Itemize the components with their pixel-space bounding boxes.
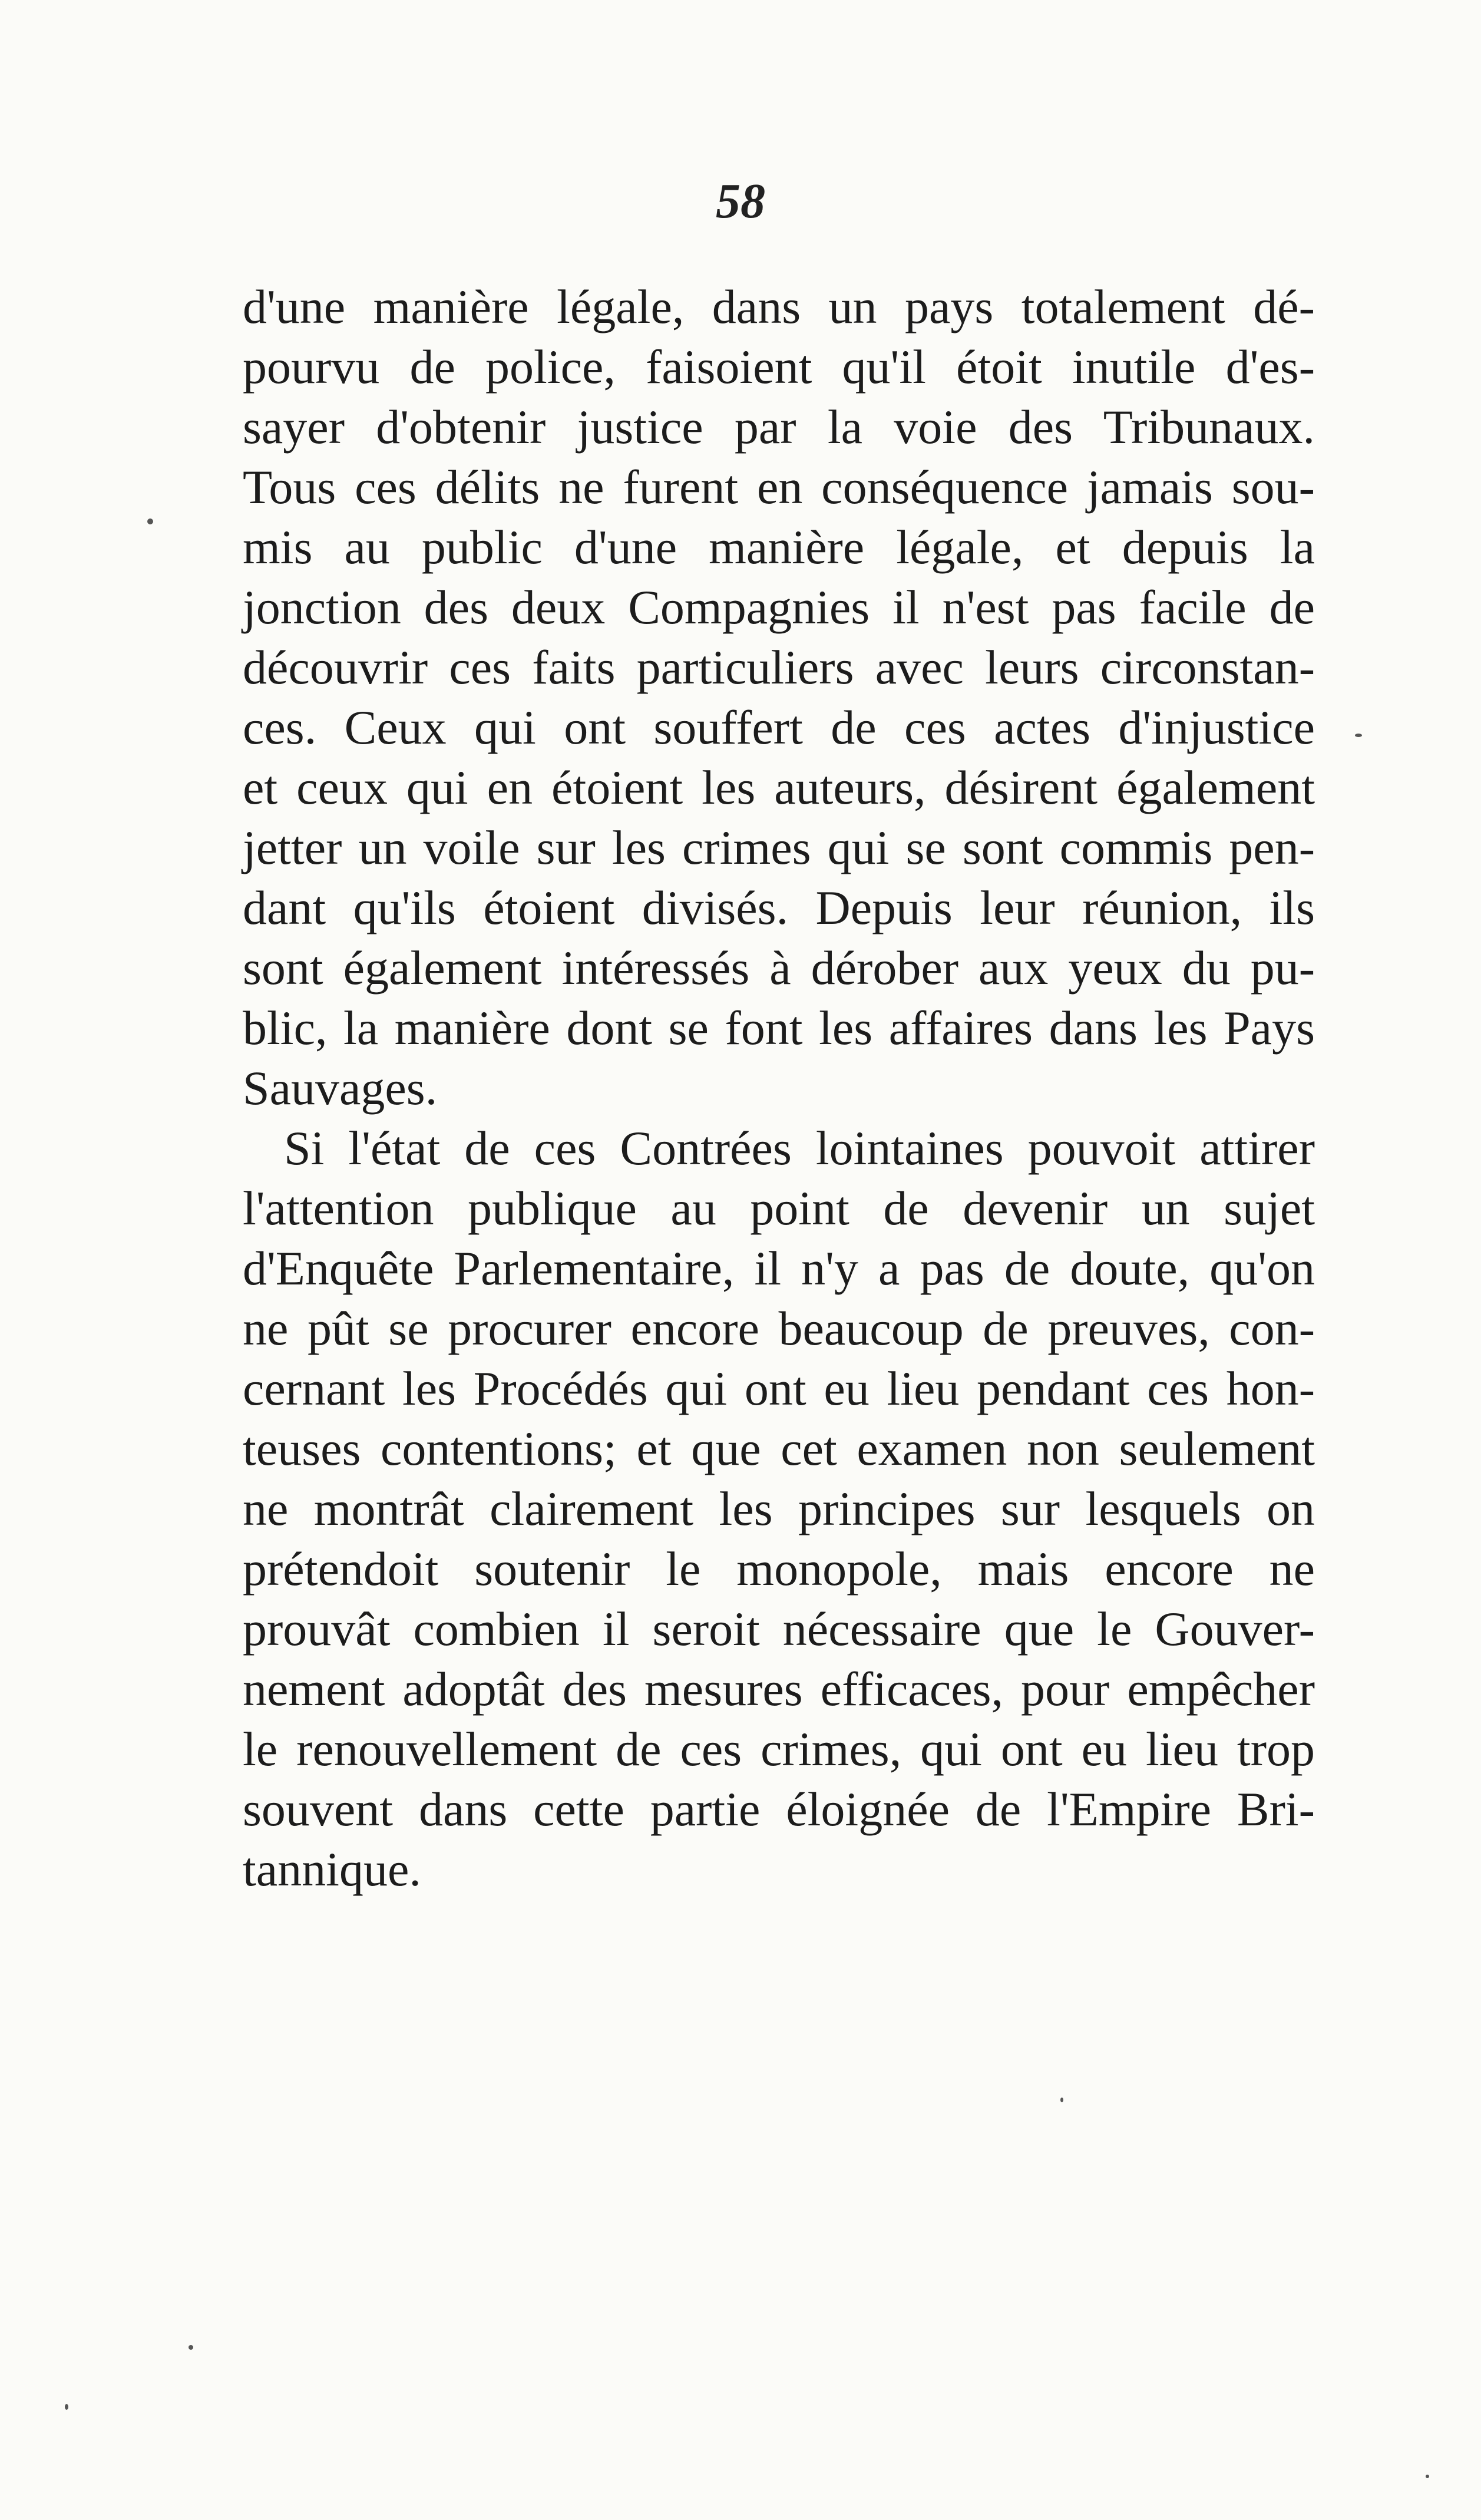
text-line: ne montrât clairement les principes sur lesquels on (243, 1482, 1315, 1535)
text-line: d'Enquête Parlementaire, il n'y a pas de doute, qu'on (243, 1241, 1315, 1295)
text-line: jonction des deux Compagnies il n'est pas facile de (243, 580, 1315, 634)
text-line: le renouvellement de ces crimes, qui ont eu lieu trop (243, 1722, 1315, 1776)
text-line: souvent dans cette partie éloignée de l'Empire Bri- (243, 1782, 1315, 1836)
text-line: blic, la manière dont se font les affaires dans les Pays (243, 1001, 1315, 1055)
text-line: découvrir ces faits particuliers avec leurs circonstan- (243, 640, 1315, 694)
text-line: Sauvages. (243, 1061, 438, 1115)
body-text (243, 277, 1315, 1900)
text-line: Si l'état de ces Contrées lointaines pouvoit attirer (284, 1121, 1315, 1175)
paper-speck (1060, 2098, 1063, 2102)
text-line: ces. Ceux qui ont souffert de ces actes d'injustice (243, 701, 1315, 754)
text-line: sont également intéressés à dérober aux yeux du pu- (243, 941, 1315, 995)
text-line: sayer d'obtenir justice par la voie des Tribunaux. (243, 400, 1315, 454)
text-line: et ceux qui en étoient les auteurs, désirent également (243, 761, 1315, 814)
text-line: tannique. (243, 1842, 421, 1896)
text-line: Tous ces délits ne furent en conséquence jamais sou- (243, 460, 1315, 514)
text-line: dant qu'ils étoient divisés. Depuis leur réunion, ils (243, 881, 1315, 934)
text-line: d'une manière légale, dans un pays totalement dé- (243, 280, 1315, 333)
text-line: prouvât combien il seroit nécessaire que le Gouver- (243, 1602, 1315, 1656)
text-line: l'attention publique au point de devenir un sujet (243, 1181, 1315, 1235)
text-line: cernant les Procédés qui ont eu lieu pendant ces hon- (243, 1362, 1315, 1415)
text-line: mis au public d'une manière légale, et depuis la (243, 520, 1315, 574)
text-line: pourvu de police, faisoient qu'il étoit inutile d'es- (243, 340, 1315, 394)
paper-speck (189, 2345, 193, 2350)
paper-speck (1426, 2475, 1429, 2478)
page-number: 58 (716, 174, 765, 229)
paper-speck (1355, 734, 1362, 737)
paper-speck (65, 2404, 68, 2410)
text-line: teuses contentions; et que cet examen non seulement (243, 1422, 1315, 1475)
text-line: jetter un voile sur les crimes qui se sont commis pen- (243, 821, 1315, 874)
paper-speck (147, 518, 153, 524)
text-line: ne pût se procurer encore beaucoup de preuves, con- (243, 1302, 1315, 1355)
text-line: nement adoptât des mesures efficaces, pour empêcher (243, 1662, 1315, 1716)
text-line: prétendoit soutenir le monopole, mais encore ne (243, 1542, 1315, 1596)
